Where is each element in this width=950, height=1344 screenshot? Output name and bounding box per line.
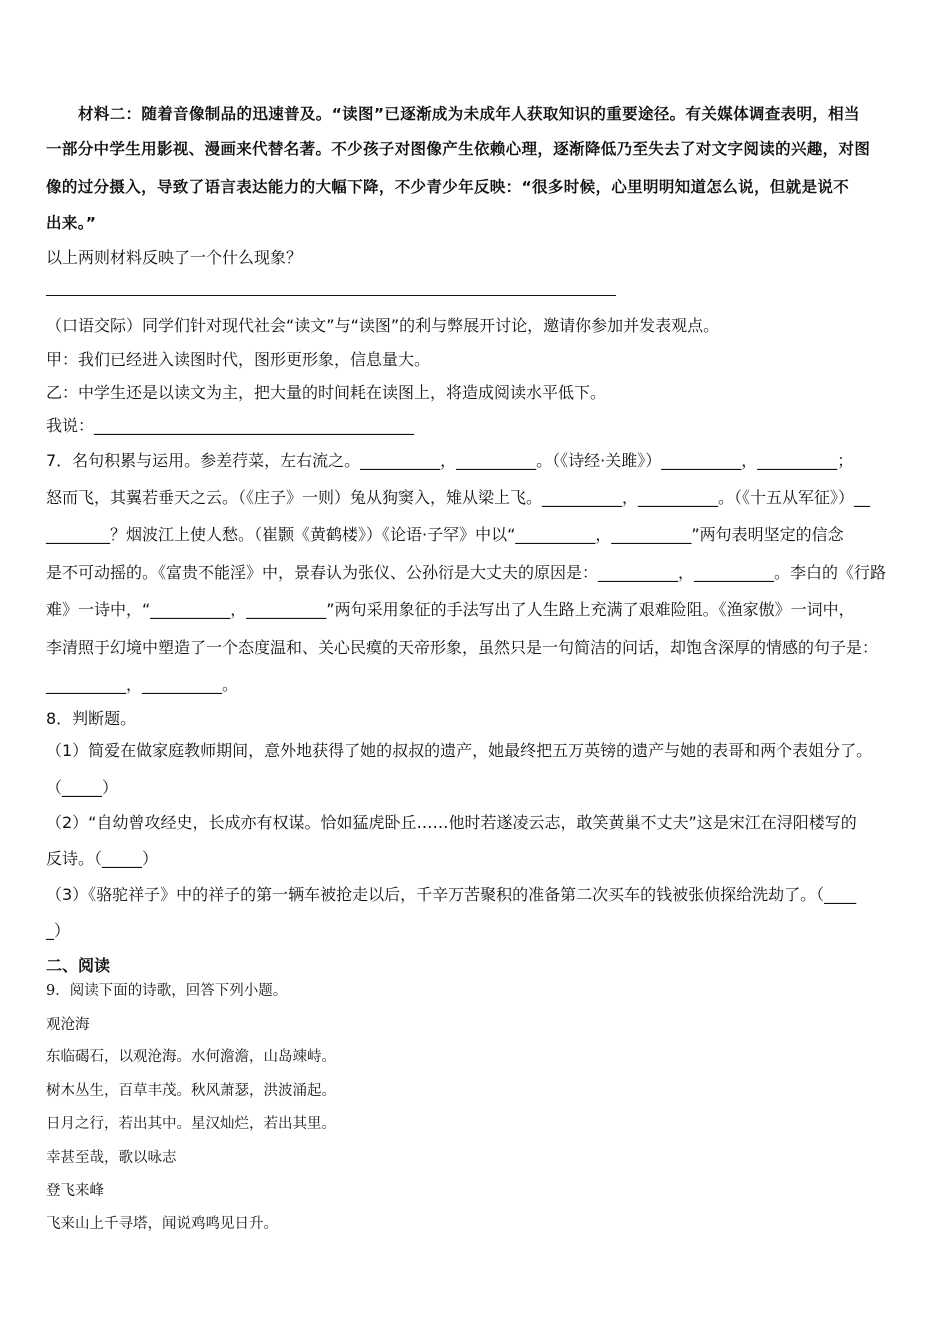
answer-line	[46, 295, 616, 296]
poem2-line-1: 飞来山上千寻塔，闻说鸡鸣见日升。	[46, 1216, 278, 1232]
material2-line-1: 材料二：随着音像制品的迅速普及。“读图”已逐渐成为未成年人获取知识的重要途径。有关媒体调查表明，相当	[78, 105, 860, 123]
oral-intro: （口语交际）同学们针对现代社会“读文”与“读图”的利与弊展开讨论，邀请你参加并发表观点。	[46, 316, 720, 335]
q7-line-4: 是不可动摇的。《富贵不能淫》中，景春认为张仪、公孙衍是大丈夫的原因是：__________，__________。李白的《行路	[46, 563, 887, 582]
poem2-title: 登飞来峰	[46, 1183, 104, 1199]
q7-line-7: __________，__________。	[46, 675, 239, 694]
q8-item3-a: （3）《骆驼祥子》中的祥子的第一辆车被抢走以后，千辛万苦聚积的准备第二次买车的钱被张侦探给洗劫了。（____	[46, 885, 857, 904]
oral-yi: 乙：中学生还是以读文为主，把大量的时间耗在读图上，将造成阅读水平低下。	[46, 383, 607, 402]
material2-line-2: 一部分中学生用影视、漫画来代替名著。不少孩子对图像产生依赖心理，逐渐降低乃至失去了对文字阅读的兴趣，对图	[46, 140, 871, 158]
q7-line-3: ________？烟波江上使人愁。（崔颢《黄鹤楼》）《论语·子罕》中以“__________，__________”两句表明坚定的信念	[46, 525, 844, 544]
q8-item2-b: 反诗。（_____）	[46, 849, 159, 868]
material2-line-3: 像的过分摄入，导致了语言表达能力的大幅下降，不少青少年反映：“很多时候，心里明明知道怎么说，但就是说不	[46, 178, 850, 196]
question-phenomenon: 以上两则材料反映了一个什么现象？	[46, 248, 303, 267]
q7-line-2: 怒而飞，其翼若垂天之云。（《庄子》一则）兔从狗窦入，雉从梁上飞。__________，__________。（《十五从军征》）__	[46, 488, 871, 507]
oral-jia: 甲：我们已经进入读图时代，图形更形象，信息量大。	[46, 350, 431, 369]
poem1-title: 观沧海	[46, 1017, 90, 1033]
q9-prompt: 9．阅读下面的诗歌，回答下列小题。	[46, 983, 288, 999]
q8-item3-b: _）	[46, 921, 71, 940]
section2-title: 二、阅读	[46, 956, 111, 975]
q8-item1-b: （_____）	[46, 778, 119, 797]
q8-item1-a: （1）简爱在做家庭教师期间，意外地获得了她的叔叔的遗产，她最终把五万英镑的遗产与她的表哥和两个表姐分了。	[46, 741, 873, 760]
q7-line-6: 李清照于幻境中塑造了一个态度温和、关心民瘼的天帝形象，虽然只是一句简洁的问话，却饱含深厚的情感的句子是：	[46, 638, 879, 657]
poem1-line-3: 日月之行，若出其中。星汉灿烂，若出其里。	[46, 1116, 336, 1132]
material2-line-4: 出来。”	[46, 214, 97, 232]
oral-wo: 我说：________________________________________	[46, 416, 415, 435]
poem1-line-1: 东临碣石，以观沧海。水何澹澹，山岛竦峙。	[46, 1049, 336, 1065]
poem1-line-2: 树木丛生，百草丰茂。秋风萧瑟，洪波涌起。	[46, 1083, 336, 1099]
q7-line-5: 难》一诗中，“__________，__________”两句采用象征的手法写出了人生路上充满了艰难险阻。《渔家傲》一词中，	[46, 600, 855, 619]
q8-item2-a: （2）“自幼曾攻经史，长成亦有权谋。恰如猛虎卧丘……他时若遂凌云志，敢笑黄巢不丈夫”这是宋江在浔阳楼写的	[46, 813, 857, 832]
q7-line-1: 7．名句积累与运用。参差荇菜，左右流之。__________，__________。（《诗经·关雎》）__________，__________；	[46, 451, 854, 470]
poem1-line-4: 幸甚至哉，歌以咏志	[46, 1150, 177, 1166]
q8-title: 8．判断题。	[46, 709, 137, 728]
